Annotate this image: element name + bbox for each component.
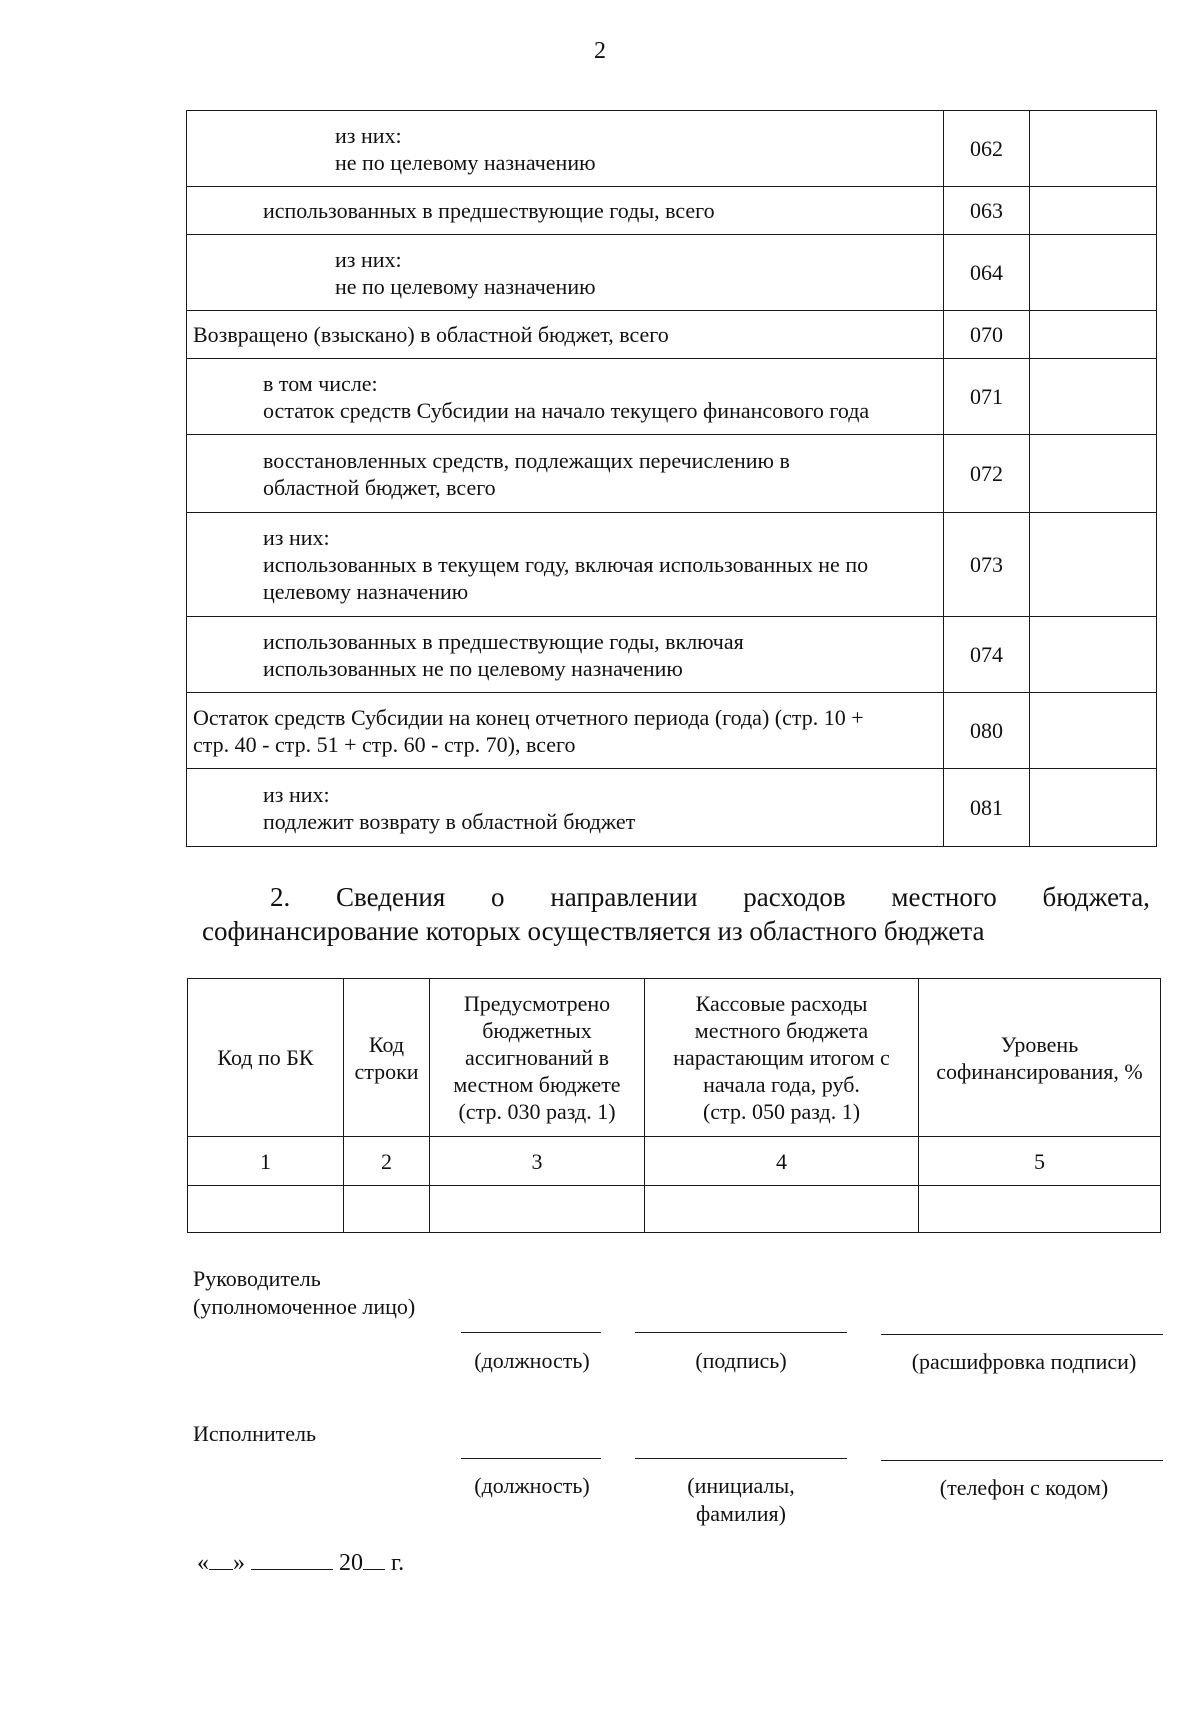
- header-line: ассигнований в: [465, 1045, 609, 1070]
- row-description: [187, 359, 944, 435]
- header-line: строки: [354, 1058, 419, 1084]
- row-description: [187, 513, 944, 617]
- row-code: 064: [944, 235, 1030, 311]
- table-header-row: [188, 979, 1161, 1137]
- column-header: [919, 979, 1161, 1137]
- row-code: 062: [944, 111, 1030, 187]
- date-open-quote: «: [197, 1550, 209, 1576]
- heading-word: о: [491, 882, 505, 912]
- description-line: из них:: [263, 525, 330, 550]
- column-number: 1: [188, 1137, 344, 1186]
- caption-line: фамилия): [696, 1501, 786, 1526]
- row-code: 063: [944, 187, 1030, 235]
- header-line: Код: [368, 1031, 405, 1057]
- row-description: [187, 187, 944, 235]
- column-number: 3: [430, 1137, 645, 1186]
- row-code: 073: [944, 513, 1030, 617]
- row-value: [1030, 513, 1157, 617]
- caption-phone: [904, 1474, 1144, 1502]
- page-number: 2: [594, 38, 606, 64]
- executor-name-line: [635, 1458, 847, 1459]
- date-close-quote: »: [233, 1550, 245, 1576]
- section-2-number: 2.: [270, 882, 291, 912]
- date-line: [197, 1547, 404, 1577]
- row-value: [1030, 693, 1157, 769]
- caption-signature: (подпись): [695, 1348, 787, 1373]
- description-line: не по целевому назначению: [335, 273, 596, 299]
- column-header: [430, 979, 645, 1137]
- description-line: из них:: [335, 246, 402, 272]
- description-line: использованных в текущем году, включая использованных не по: [263, 552, 869, 577]
- column-number: 4: [645, 1137, 919, 1186]
- description-line: использованных не по целевому назначению: [263, 655, 683, 681]
- caption-signature-decoding: (расшифровка подписи): [911, 1349, 1137, 1374]
- header-line: (стр. 050 разд. 1): [702, 1099, 861, 1124]
- description-line: в том числе:: [263, 370, 378, 396]
- signature-decoding-line: [881, 1334, 1163, 1335]
- header-line: бюджетных: [482, 1018, 592, 1043]
- row-code: 074: [944, 617, 1030, 693]
- table-cell: [645, 1186, 919, 1233]
- day-blank: [209, 1547, 233, 1570]
- row-code: 072: [944, 435, 1030, 513]
- heading-word: направлении: [550, 882, 698, 912]
- column-number-row: [188, 1137, 1161, 1186]
- executor-position-line: [461, 1458, 601, 1459]
- heading-word: расходов: [743, 882, 846, 912]
- row-description: [187, 435, 944, 513]
- year-suffix: г.: [391, 1550, 405, 1576]
- table-row: [187, 187, 1157, 235]
- column-number: 5: [919, 1137, 1161, 1186]
- description-line: Возвращено (взыскано) в областной бюджет, всего: [193, 322, 669, 347]
- table-row: [188, 1186, 1161, 1233]
- row-code: 070: [944, 311, 1030, 359]
- description-line: подлежит возврату в областной бюджет: [263, 808, 636, 834]
- caption-initials-surname: [661, 1472, 821, 1528]
- head-label: [193, 1265, 415, 1321]
- header-line: начала года, руб.: [703, 1072, 860, 1097]
- table-row: [187, 769, 1157, 847]
- description-line: из них:: [335, 122, 402, 148]
- row-code: 080: [944, 693, 1030, 769]
- section-2-heading: [270, 882, 1150, 913]
- description-line: использованных в предшествующие годы, включая: [263, 628, 744, 654]
- head-label-line2: (уполномоченное лицо): [193, 1294, 416, 1319]
- column-header: [188, 979, 344, 1137]
- description-line: восстановленных средств, подлежащих перечислению в: [263, 447, 790, 473]
- heading-word: местного: [891, 882, 997, 912]
- table-row: [187, 617, 1157, 693]
- section-2-heading-line2: софинансирование которых осуществляется из областного бюджета: [202, 916, 985, 946]
- row-value: [1030, 311, 1157, 359]
- description-line: областной бюджет, всего: [263, 474, 496, 500]
- header-line: (стр. 030 разд. 1): [458, 1099, 616, 1124]
- row-value: [1030, 617, 1157, 693]
- caption-line: (должность): [474, 1473, 590, 1498]
- description-line: Остаток средств Субсидии на конец отчетного периода (года) (стр. 10 +: [193, 704, 864, 730]
- table-row: [187, 235, 1157, 311]
- row-value: [1030, 111, 1157, 187]
- table-cell: [188, 1186, 344, 1233]
- description-line: остаток средств Субсидии на начало текущего финансового года: [263, 397, 870, 423]
- header-line: Предусмотрено: [463, 991, 611, 1016]
- table-row: [187, 693, 1157, 769]
- header-line: софинансирования, %: [936, 1058, 1143, 1084]
- row-code: 071: [944, 359, 1030, 435]
- row-description: [187, 769, 944, 847]
- description-line: использованных в предшествующие годы, всего: [263, 198, 715, 223]
- row-description: [187, 111, 944, 187]
- head-label-line1: Руководитель: [193, 1266, 321, 1291]
- row-value: [1030, 235, 1157, 311]
- column-number: 2: [344, 1137, 430, 1186]
- heading-word: Сведения: [336, 882, 446, 912]
- header-line: Кассовые расходы: [695, 991, 868, 1016]
- description-line: целевому назначению: [263, 579, 469, 604]
- table-cell: [919, 1186, 1161, 1233]
- table-row: [187, 513, 1157, 617]
- description-line: не по целевому назначению: [335, 149, 596, 175]
- row-value: [1030, 769, 1157, 847]
- year-blank: [363, 1547, 385, 1570]
- table-cofinancing: [187, 978, 1161, 1233]
- row-description: [187, 693, 944, 769]
- table-cell: [344, 1186, 430, 1233]
- header-line: нарастающим итогом с: [673, 1045, 890, 1070]
- table-row: [187, 359, 1157, 435]
- table-row: [187, 311, 1157, 359]
- description-line: стр. 40 - стр. 51 + стр. 60 - стр. 70), всего: [193, 731, 576, 757]
- position-signature-line: [461, 1332, 601, 1333]
- header-line: Код по БК: [217, 1045, 314, 1070]
- caption-line: (телефон с кодом): [939, 1475, 1109, 1500]
- header-line: местном бюджете: [453, 1072, 621, 1097]
- table-row: [187, 435, 1157, 513]
- row-value: [1030, 359, 1157, 435]
- table-row: [187, 111, 1157, 187]
- column-header: [344, 979, 430, 1137]
- row-description: [187, 311, 944, 359]
- caption-executor-position: [451, 1472, 613, 1500]
- year-prefix: 20: [339, 1550, 363, 1576]
- month-blank: [251, 1547, 333, 1570]
- header-line: местного бюджета: [694, 1018, 869, 1043]
- row-code: 081: [944, 769, 1030, 847]
- row-description: [187, 617, 944, 693]
- row-value: [1030, 435, 1157, 513]
- header-line: Уровень: [1000, 1031, 1079, 1057]
- caption-position: (должность): [474, 1348, 590, 1373]
- column-header: [645, 979, 919, 1137]
- executor-phone-line: [881, 1460, 1163, 1461]
- caption-line: (инициалы,: [687, 1473, 795, 1498]
- executor-label: Исполнитель: [193, 1421, 317, 1446]
- signature-line: [635, 1332, 847, 1333]
- table-budget-balance: [186, 110, 1157, 847]
- row-description: [187, 235, 944, 311]
- table-cell: [430, 1186, 645, 1233]
- row-value: [1030, 187, 1157, 235]
- heading-word: бюджета,: [1042, 882, 1150, 912]
- description-line: из них:: [263, 781, 330, 807]
